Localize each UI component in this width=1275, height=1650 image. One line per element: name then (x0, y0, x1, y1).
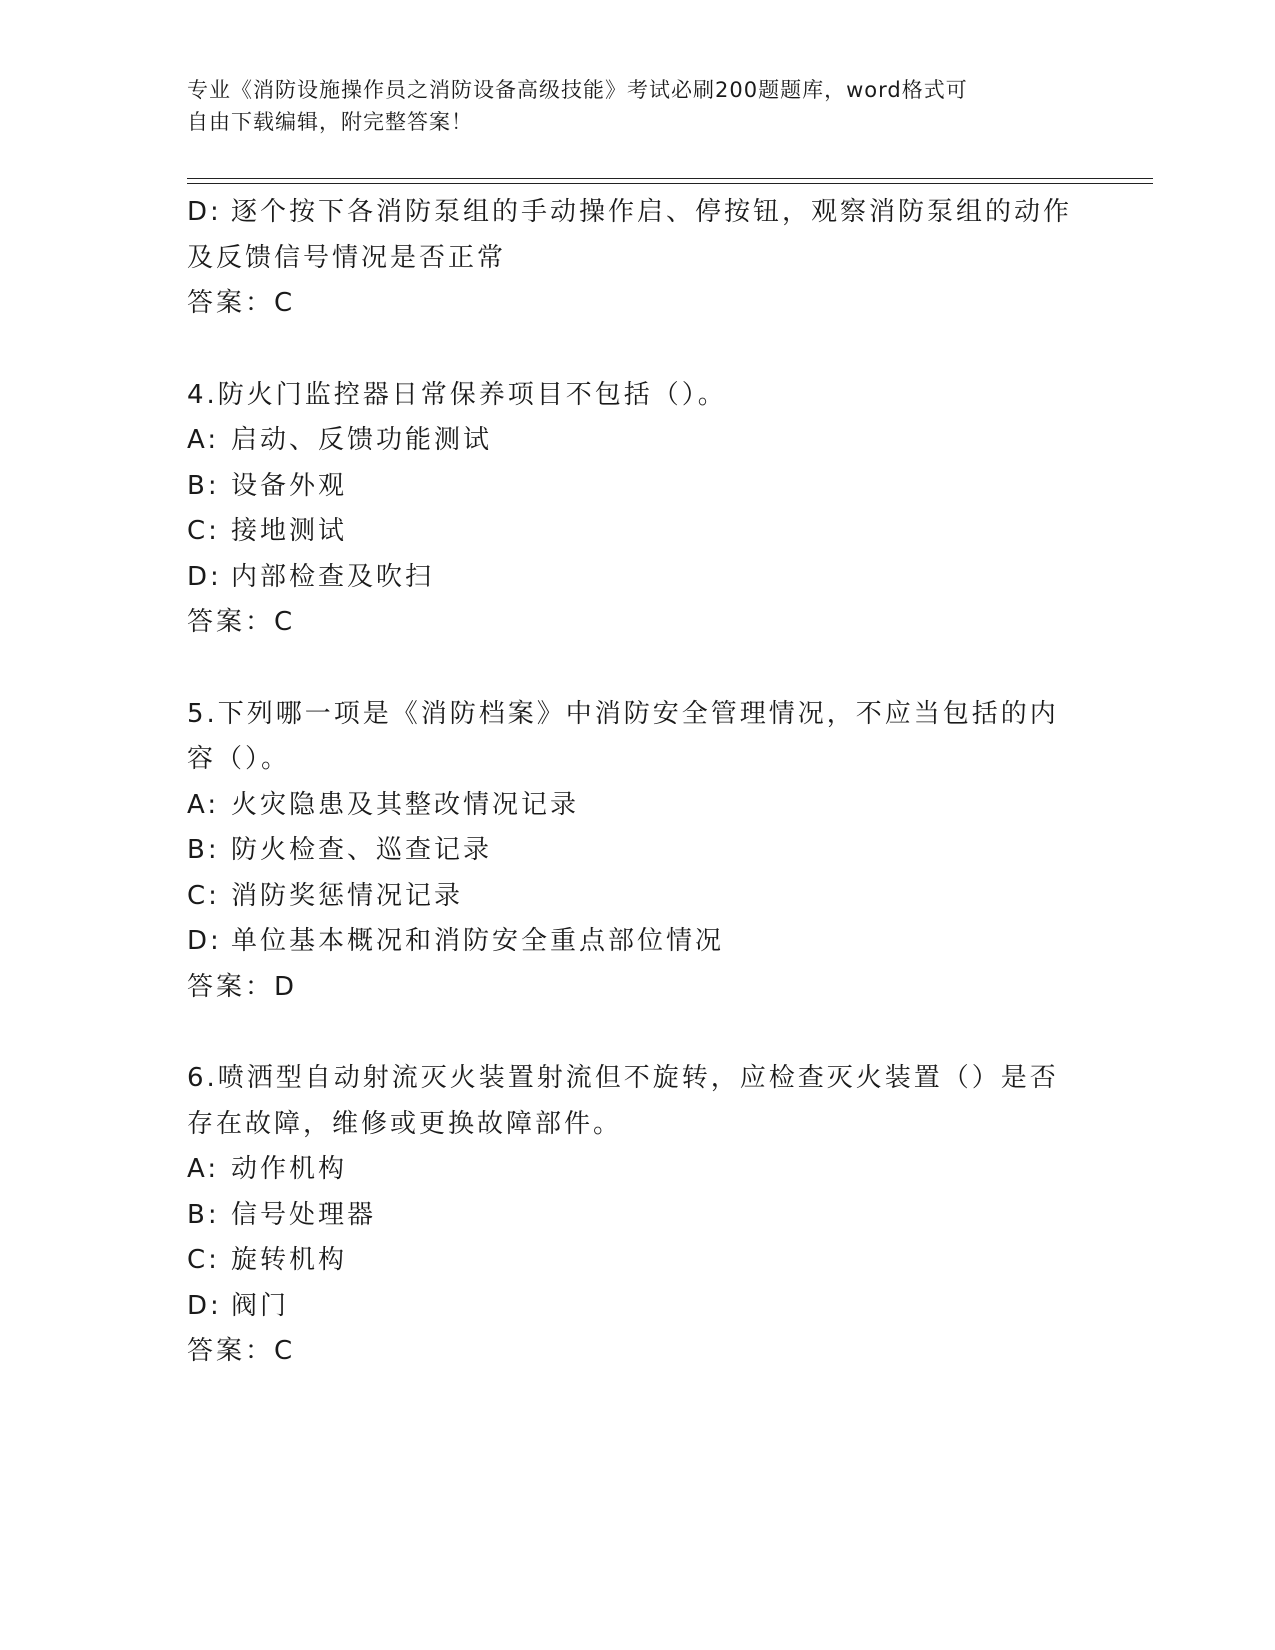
question-stem-continued: 容（）。 (187, 744, 291, 774)
header-divider-top (187, 178, 1153, 179)
question-stem: 5.下列哪一项是《消防档案》中消防安全管理情况，不应当包括的内 (187, 698, 1059, 729)
option-label: A: (187, 425, 220, 455)
option-b (187, 1193, 1067, 1239)
option-label: A: (187, 789, 220, 820)
header-line-2: 自由下载编辑，附完整答案！ (187, 110, 473, 134)
option-label: C: (187, 880, 220, 911)
option-text: 防火检查、巡查记录 (231, 835, 493, 865)
option-d (187, 190, 1073, 236)
option-text: 火灾隐患及其整改情况记录 (231, 789, 580, 820)
answer: 答案：C (187, 1336, 296, 1366)
option-c (187, 874, 1067, 920)
option-label: B: (187, 1199, 220, 1230)
option-a (187, 783, 1067, 829)
question-body (187, 190, 1073, 1375)
option-label: C: (187, 516, 220, 546)
option-d-continued: 及反馈信号情况是否正常 (187, 242, 507, 273)
option-text: 消防奖惩情况记录 (231, 880, 464, 911)
option-a (187, 1147, 1067, 1193)
option-text: 信号处理器 (231, 1199, 377, 1230)
header-line-1: 专业《消防设施操作员之消防设备高级技能》考试必刷200题题库，word格式可 (187, 78, 968, 102)
option-text: 内部检查及吹扫 (231, 561, 435, 592)
option-text: 设备外观 (231, 470, 348, 501)
question-stem-continued: 存在故障，维修或更换故障部件。 (187, 1108, 623, 1139)
option-a (187, 418, 1067, 464)
spacer (187, 327, 1067, 373)
header-divider-bottom (187, 183, 1153, 184)
option-text: 阀门 (231, 1290, 290, 1321)
spacer (187, 1010, 1067, 1056)
question-6 (187, 1056, 1067, 1375)
option-b (187, 464, 1067, 510)
question-3-continuation (187, 190, 1073, 327)
option-d (187, 919, 1067, 965)
option-text: 单位基本概况和消防安全重点部位情况 (231, 926, 725, 956)
question-stem: 4.防火门监控器日常保养项目不包括（）。 (187, 379, 727, 410)
option-label: A: (187, 1154, 220, 1184)
option-label: D: (187, 926, 222, 956)
option-text: 启动、反馈功能测试 (231, 425, 493, 455)
option-label: B: (187, 835, 220, 865)
option-label: D: (187, 197, 222, 227)
option-text: 逐个按下各消防泵组的手动操作启、停按钮，观察消防泵组的动作 (231, 197, 1073, 227)
answer: 答案：C (187, 607, 296, 637)
option-label: C: (187, 1245, 220, 1275)
option-text: 动作机构 (231, 1154, 348, 1184)
spacer (187, 646, 1067, 692)
option-text: 旋转机构 (231, 1245, 348, 1275)
option-b (187, 828, 1067, 874)
option-d (187, 1284, 1067, 1330)
option-label: D: (187, 1290, 222, 1321)
answer: 答案：D (187, 971, 298, 1002)
question-stem: 6.喷洒型自动射流灭火装置射流但不旋转，应检查灭火装置（）是否 (187, 1063, 1059, 1093)
question-5 (187, 692, 1067, 1011)
option-c (187, 509, 1067, 555)
option-d (187, 555, 1067, 601)
option-text: 接地测试 (231, 516, 348, 546)
answer: 答案：C (187, 288, 296, 318)
question-4 (187, 373, 1067, 646)
option-label: D: (187, 561, 222, 592)
option-label: B: (187, 470, 220, 501)
option-c (187, 1238, 1067, 1284)
document-header (187, 74, 1087, 138)
